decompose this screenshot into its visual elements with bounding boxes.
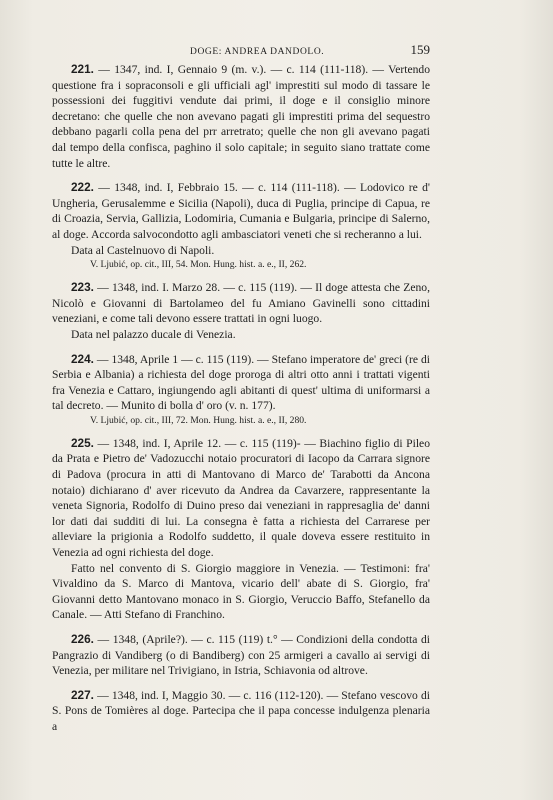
entry-text [52,632,430,679]
entry-extra: Fatto nel convento di S. Giorgio maggiore in Venezia. — Testimoni: fra' Vivaldino da S. Marco di Mantova, vicario dell' abate di S. Giorgio, fra' Giovanni detto Mantovano monaco in S. Giorgio, Veruccio Baffo, Stefanello da Canale. — Atti Stefano di Franchino. [52,561,430,622]
entry-body: — 1348, ind. I. Marzo 28. — c. 115 (119). — Il doge attesta che Zeno, Nicolò e Giovanni di Bartolameo del fu Amiano Gavinelli sono cittadini veneziani, e come tali devono essere trattati in ogni luogo. [52,281,430,326]
entry-body: — 1348, ind. I, Aprile 12. — c. 115 (119)- — Biachino figlio di Pileo da Prata e Pietro de' Vadozucchi notaio procuratori di Iacopo da Carrara signore di Padova (procura in atti di Mantovano di Marco de' Tarabotti da Ancona notaio) dichiarano d' aver ricevuto da Andrea da Cavarzere, rappresentante la veneta Signoria, Rodolfo di Duino preso dai veneziani in rappresaglia de' danni lor dati dai sudditi di lui. La consegna è fatta a richiesta del Carrarese per alleviare la prigionia a Rodolfo suddetto, il quale doveva essere restituito in Venezia ad ogni richiesta del doge. [52,436,430,560]
entry-226 [52,632,430,679]
entry-data-line: Data al Castelnuovo di Napoli. [71,243,215,257]
entry-body: — 1347, ind. I, Gennaio 9 (m. v.). — c. 114 (111-118). — Vertendo questione fra i sopraconsoli e gli ufficiali agl' imprestiti sul modo di tassare le possessioni dei fuggitivi vendute dai primi, il doge e il consiglio minore decretano: che quelle che non avevano pagati gli imprestiti prima del sequestro debbano pagarli colla pena del prr arretrato; quelle che non gli avevano pagati dal tempo della confisca, paghino il solo capitale; in seguito siano trattate come tutte le altre. [52,63,430,170]
entry-223 [52,280,430,342]
entry-number: 223. [71,280,94,295]
entry-222 [52,180,430,271]
entry-text [52,62,430,171]
page-header [52,42,430,58]
entry-number: 222. [71,180,94,195]
page-body [52,62,430,744]
entry-number: 224. [71,351,94,366]
entry-number: 225. [71,435,94,450]
running-title: DOGE: ANDREA DANDOLO. [190,47,325,57]
entry-data-line: Data nel palazzo ducale di Venezia. [71,327,236,341]
entry-text [52,180,430,242]
entry-221 [52,62,430,171]
entry-number: 226. [71,632,94,646]
entry-number: 221. [71,62,94,76]
entry-body: — 1348, ind. I, Febbraio 15. — c. 114 (111-118). — Lodovico re d' Ungheria, Gerusalemme e Sicilia (Napoli), duca di Puglia, principe di Capua, re di Croazia, Servia, Gallizia, Lodomiria, Cumania e Bulgaria, principe di Salerno, al doge. Accorda salvocondotto agli ambasciatori veneti che si recheranno a lui. [52,181,430,241]
entry-text [52,436,430,561]
entry-body: — 1348, Aprile 1 — c. 115 (119). — Stefano imperatore de' greci (re di Serbia e Albania) a richiesta del doge proroga di altri otto anni i trattati vigenti fra Venezia e Cattaro, ingiungendo agli abitanti di quest' ultima di uniformarsi a tal decreto. — Munito di bolla d' oro (v. n. 177). [52,352,430,413]
entry-reference: V. Ljubić, op. cit., III, 54. Mon. Hung. hist. a. e., II, 262. [90,259,307,271]
entry-body: — 1348, (Aprile?). — c. 115 (119) t.° — Condizioni della condotta di Pangrazio di Vandiberg (o di Bandiberg) con 25 armigeri a cavallo ai servigi di Venezia, per militare nel Trivigiano, in Istria, Schiavonia od altrove. [52,633,430,678]
entry-body: — 1348, ind. I, Maggio 30. — c. 116 (112-120). — Stefano vescovo di S. Pons de Tomières al doge. Partecipa che il papa concesse indulgenza plenaria a [52,688,430,733]
entry-text [52,280,430,327]
entry-224 [52,352,430,427]
page-number: 159 [410,42,430,57]
entry-reference: V. Ljubić, op. cit., III, 72. Mon. Hung. hist. a. e., II, 280. [90,414,307,426]
entry-227 [52,688,430,735]
entry-text [52,352,430,414]
entry-number: 227. [71,687,94,702]
entry-text [52,688,430,735]
entry-225 [52,436,430,623]
